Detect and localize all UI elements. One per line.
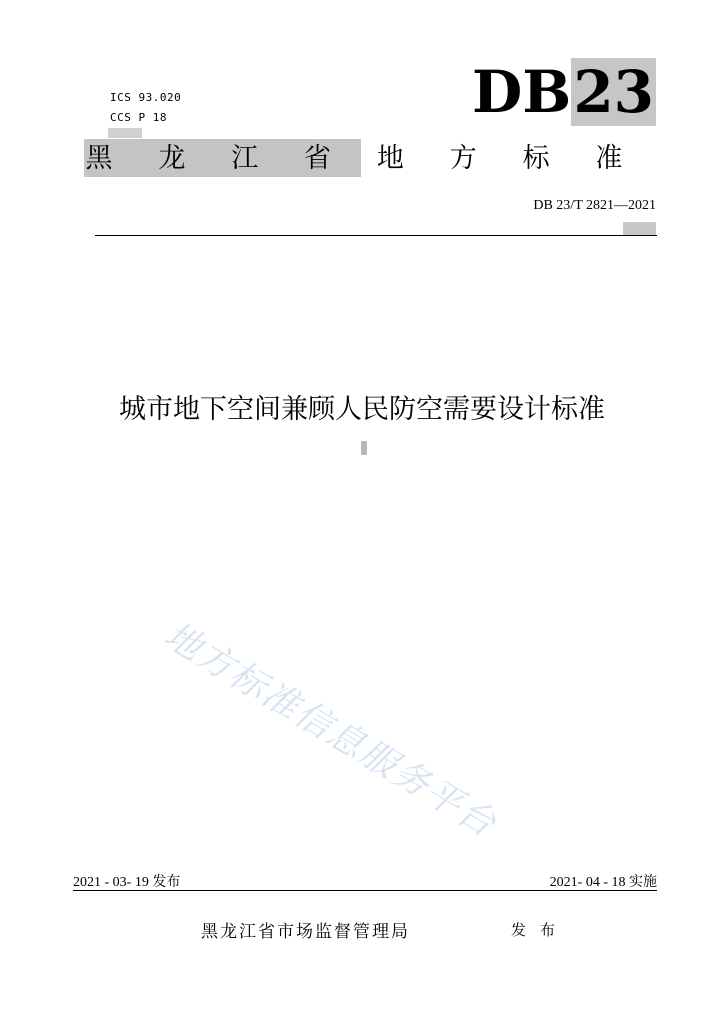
db-logo-province-code: 23 — [573, 58, 655, 126]
document-title: 城市地下空间兼顾人民防空需要设计标准 — [119, 394, 605, 425]
issuing-authority: 黑龙江省市场监督管理局 — [201, 922, 410, 942]
ccs-highlight-box — [108, 128, 142, 138]
provincial-heading-char: 省 — [304, 143, 332, 174]
implementation-date: 2021- 04 - 18 实施 — [549, 875, 657, 890]
db-logo-prefix: DB — [472, 58, 572, 126]
header-divider — [95, 235, 657, 236]
title-cursor-mark — [361, 441, 367, 455]
rule-highlight-mark — [623, 222, 656, 236]
provincial-heading-char: 方 — [449, 143, 477, 174]
provincial-heading-char: 龙 — [158, 143, 186, 174]
date-row — [73, 868, 657, 891]
ccs-code: CCS P 18 — [110, 111, 167, 124]
issue-label: 发布 — [511, 921, 570, 939]
db-logo — [472, 58, 656, 126]
provincial-heading-char: 地 — [376, 143, 404, 174]
provincial-standard-heading — [84, 140, 624, 178]
issue-date: 2021 - 03- 19 发布 — [73, 875, 181, 890]
provincial-heading-char: 黑 — [85, 143, 113, 174]
provincial-heading-char: 江 — [231, 143, 259, 174]
watermark: 地方标准信息服务平台 — [156, 614, 504, 846]
ics-code: ICS 93.020 — [110, 91, 182, 104]
provincial-heading-char: 标 — [522, 143, 550, 174]
provincial-heading-char: 准 — [595, 143, 623, 174]
standard-number: DB 23/T 2821—2021 — [533, 198, 656, 213]
